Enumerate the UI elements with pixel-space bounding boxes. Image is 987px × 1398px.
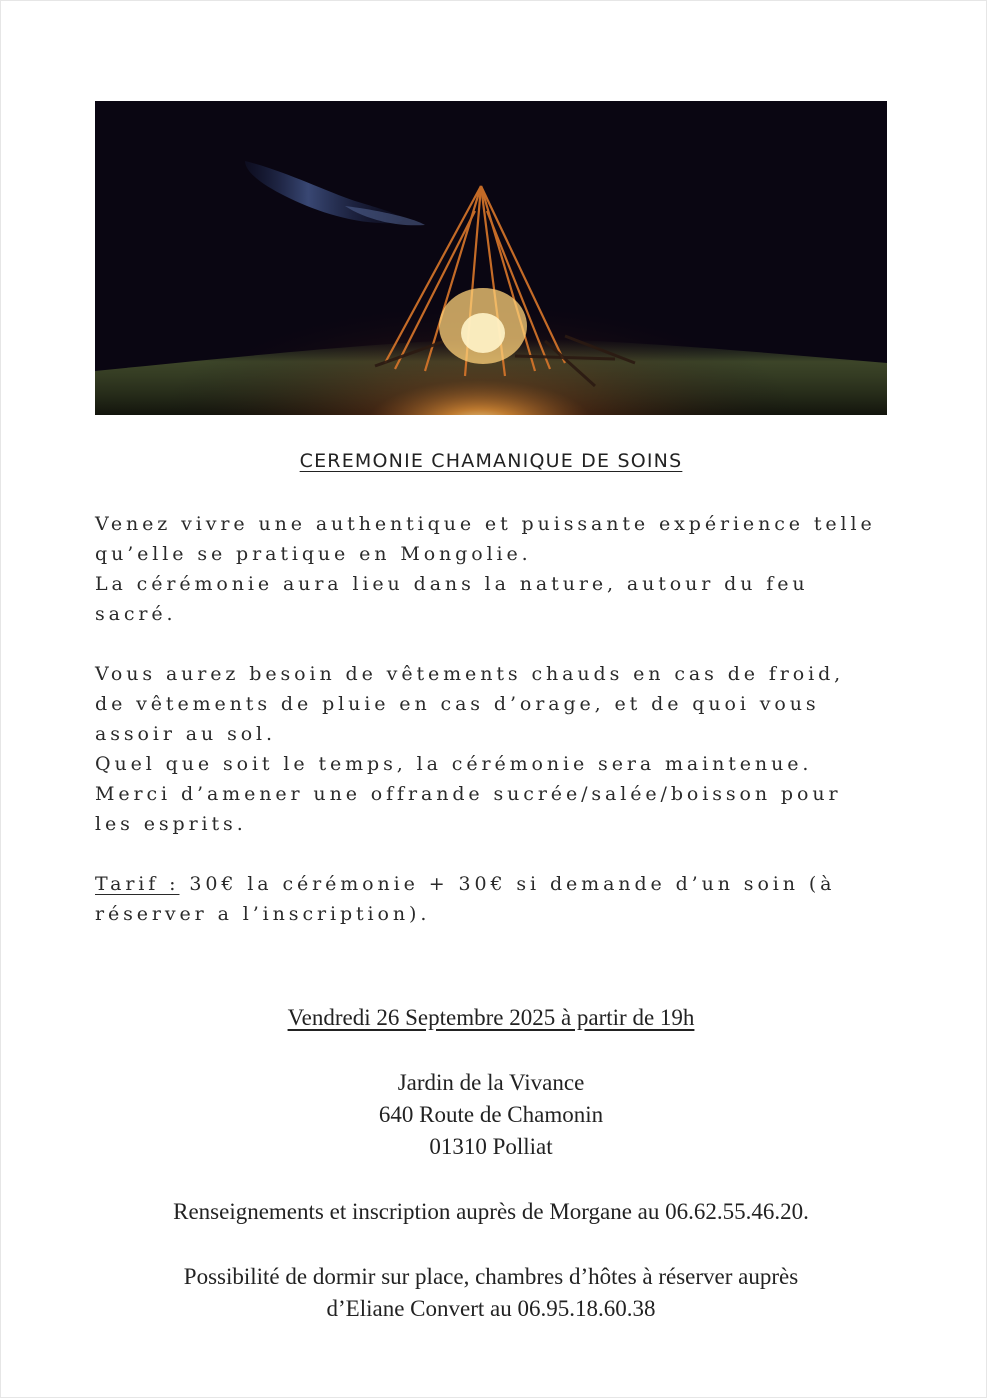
lodging-line-1: Possibilité de dormir sur place, chambres d’hôtes à réserver auprès <box>183 1264 799 1289</box>
lodging-line-2: d’Eliane Convert au 06.95.18.60.38 <box>326 1296 656 1321</box>
intro-paragraph <box>95 509 887 629</box>
weather-line: Quel que soit le temps, la cérémonie sera maintenue. <box>95 753 813 775</box>
intro-line-1: Venez vivre une authentique et puissante expérience telle <box>95 513 876 535</box>
pricing-line-2: réserver a l’inscription). <box>95 903 431 925</box>
pricing-first-row <box>95 869 887 899</box>
bonfire-photo <box>95 101 887 415</box>
intro-line-2: qu’elle se pratique en Mongolie. <box>95 543 532 565</box>
needs-paragraph <box>95 659 887 749</box>
offering-line-2: les esprits. <box>95 813 247 835</box>
needs-line-3: assoir au sol. <box>95 723 276 745</box>
event-date: Vendredi 26 Septembre 2025 à partir de 19h <box>287 1005 695 1030</box>
pricing-label: Tarif : <box>95 873 180 895</box>
page-title: CEREMONIE CHAMANIQUE DE SOINS <box>299 450 683 472</box>
intro-line-4: sacré. <box>95 603 177 625</box>
offering-line-1: Merci d’amener une offrande sucrée/salée/boisson pour <box>95 783 842 805</box>
bonfire-illustration <box>95 101 887 415</box>
contact-info: Renseignements et inscription auprès de Morgane au 06.62.55.46.20. <box>173 1199 809 1224</box>
venue-city: 01310 Polliat <box>429 1134 553 1159</box>
intro-line-3: La cérémonie aura lieu dans la nature, autour du feu <box>95 573 809 595</box>
venue-name: Jardin de la Vivance <box>397 1070 585 1095</box>
needs-line-1: Vous aurez besoin de vêtements chauds en cas de froid, <box>95 663 845 685</box>
venue-street: 640 Route de Chamonin <box>378 1102 604 1127</box>
pricing-paragraph <box>95 869 887 929</box>
offering-paragraph <box>95 779 887 839</box>
pricing-line-1: 30€ la cérémonie + 30€ si demande d’un soin (à <box>179 873 836 895</box>
needs-line-2: de vêtements de pluie en cas d’orage, et de quoi vous <box>95 693 820 715</box>
